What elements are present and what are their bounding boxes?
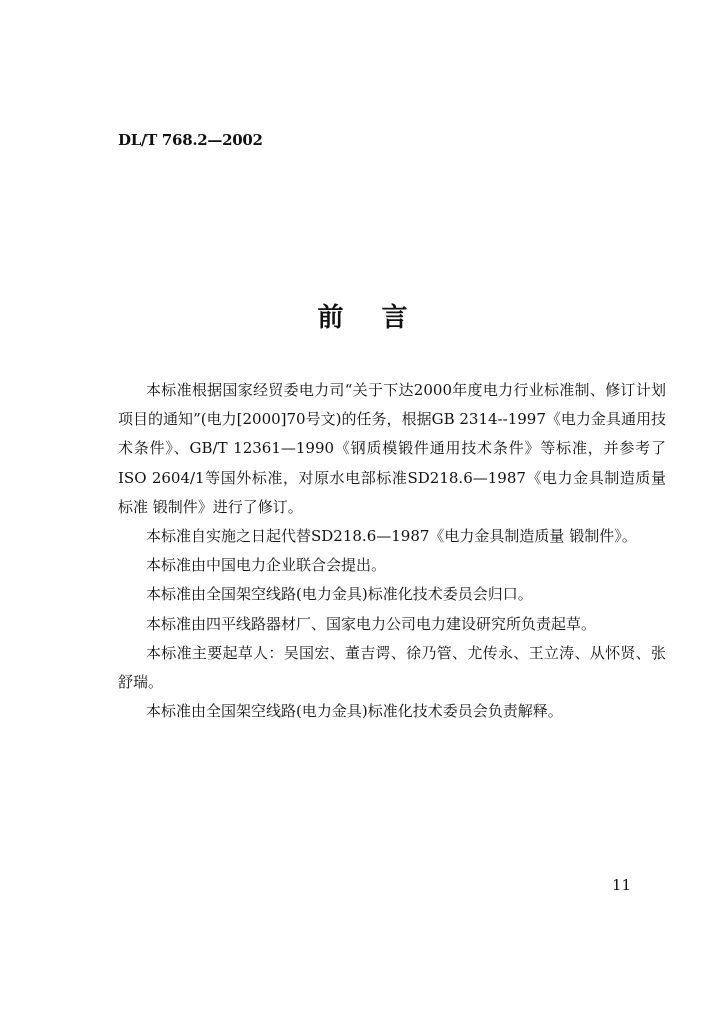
foreword-body (118, 376, 666, 726)
paragraph-drafted-by: 本标准由四平线路器材厂、国家电力公司电力建设研究所负责起草。 (146, 614, 597, 633)
paragraph-revision-basis: 本标准根据国家经贸委电力司“关于下达2000年度电力行业标准制、修订计划项目的通知”(电力[2000]70号文)的任务，根据GB 2314--1997《电力金具通用技术条件》、GB/T 12361—1990《钢质模锻件通用技术条件》等标准，并参考了ISO 2604/1等国外标准，对原水电部标准SD218.6—1987《电力金具制造质量标准 锻制件》进行了修订。 (118, 381, 666, 516)
paragraph-interpretation: 本标准由全国架空线路(电力金具)标准化技术委员会负责解释。 (146, 702, 563, 721)
paragraph-main-drafters: 本标准主要起草人：吴国宏、董吉谔、徐乃管、尤传永、王立涛、从怀贤、张舒瑞。 (118, 643, 666, 692)
page-number: 11 (612, 876, 632, 894)
page-title: 前言 (317, 303, 446, 333)
document-code: DL/T 768.2—2002 (118, 131, 263, 149)
paragraph-replacement: 本标准自实施之日起代替SD218.6—1987《电力金具制造质量 锻制件》。 (146, 527, 637, 546)
paragraph-managed-by: 本标准由全国架空线路(电力金具)标准化技术委员会归口。 (146, 585, 533, 604)
paragraph-proposed-by: 本标准由中国电力企业联合会提出。 (146, 556, 387, 575)
